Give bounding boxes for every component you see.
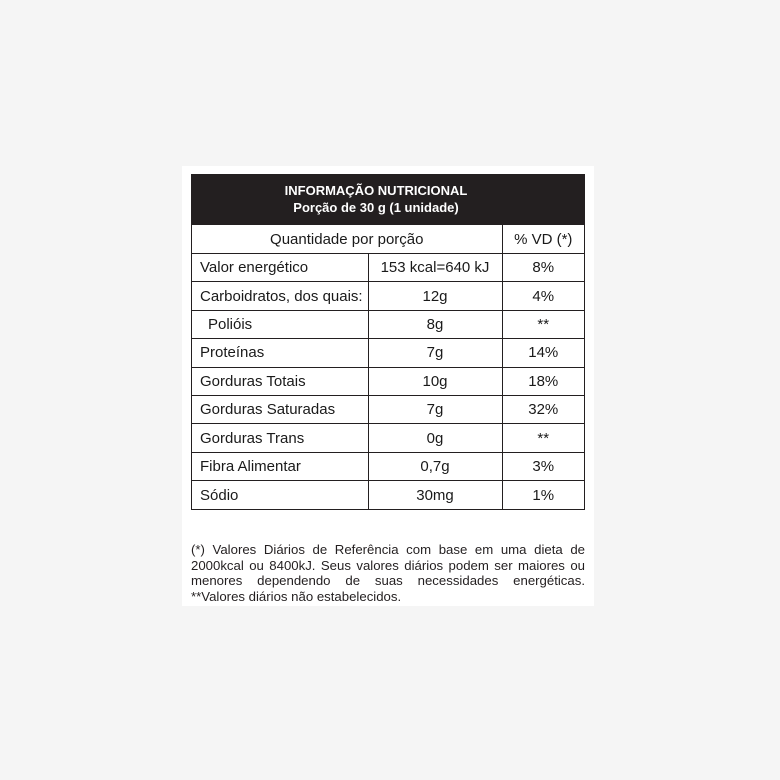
nutrient-table (192, 224, 584, 509)
table-row (192, 254, 584, 282)
nutrient-vd: 14% (502, 339, 584, 367)
nutrient-name: Carboidratos, dos quais: (192, 282, 368, 310)
nutrient-amount: 10g (368, 367, 502, 395)
table-row (192, 481, 584, 509)
footnote: (*) Valores Diários de Referência com base em uma dieta de 2000kcal ou 8400kJ. Seus valores diários podem ser maiores ou menores dependendo de suas necessidades energéticas. **Valores diários não estabelecidos. (191, 542, 585, 604)
nutrient-name: Proteínas (192, 339, 368, 367)
table-row (192, 367, 584, 395)
table-row (192, 395, 584, 423)
label-title: INFORMAÇÃO NUTRICIONAL (284, 183, 468, 198)
column-header-vd: % VD (*) (502, 225, 584, 254)
nutrient-vd: 8% (502, 254, 584, 282)
table-row (192, 452, 584, 480)
nutrient-vd: 1% (502, 481, 584, 509)
nutrient-vd: 3% (502, 452, 584, 480)
serving-size: Porção de 30 g (1 unidade) (293, 200, 459, 215)
table-row (192, 282, 584, 310)
table-row (192, 339, 584, 367)
nutrient-name: Gorduras Trans (192, 424, 368, 452)
nutrient-amount: 153 kcal=640 kJ (368, 254, 502, 282)
label-header (192, 175, 584, 224)
nutrient-vd: 32% (502, 395, 584, 423)
nutrient-vd: ** (502, 424, 584, 452)
nutrient-name: Sódio (192, 481, 368, 509)
column-header-row (192, 225, 584, 254)
nutrient-name: Gorduras Saturadas (192, 395, 368, 423)
nutrient-amount: 12g (368, 282, 502, 310)
nutrient-amount: 7g (368, 395, 502, 423)
table-row (192, 310, 584, 338)
nutrient-vd: 18% (502, 367, 584, 395)
column-header-quantity: Quantidade por porção (192, 225, 502, 254)
nutrient-name: Fibra Alimentar (192, 452, 368, 480)
nutrient-vd: ** (502, 310, 584, 338)
nutrient-amount: 0g (368, 424, 502, 452)
nutrient-amount: 0,7g (368, 452, 502, 480)
nutrition-facts-table (191, 174, 585, 510)
table-row (192, 424, 584, 452)
nutrient-name: Valor energético (192, 254, 368, 282)
nutrient-amount: 7g (368, 339, 502, 367)
nutrient-name: Gorduras Totais (192, 367, 368, 395)
nutrient-vd: 4% (502, 282, 584, 310)
nutrient-amount: 8g (368, 310, 502, 338)
nutrient-amount: 30mg (368, 481, 502, 509)
nutrient-name: Polióis (192, 310, 368, 338)
